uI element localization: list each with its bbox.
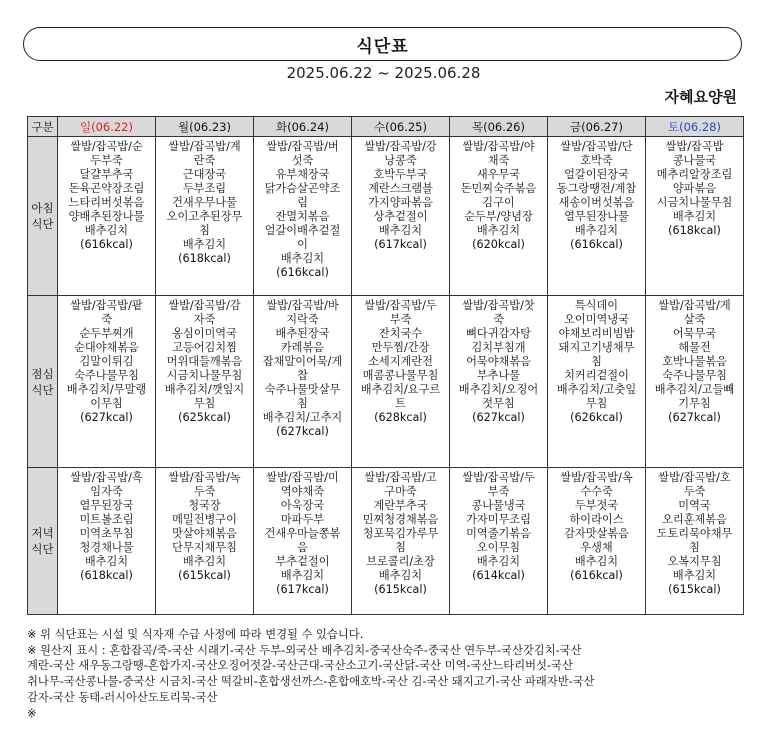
menu-item: 미역국: [678, 499, 711, 512]
menu-item: 쌀밥/잡곡밥/호: [658, 471, 731, 484]
menu-item: (627kcal): [668, 411, 721, 424]
meal-label-line: 아침: [31, 201, 54, 215]
menu-item: 쌀밥/잡곡밥/옥: [560, 471, 633, 484]
menu-item: 메밀전병구이: [172, 513, 237, 526]
menu-item: 브로콜리/초장: [366, 555, 435, 568]
menu-item: 계란부추국: [373, 499, 428, 512]
menu-item: 낭콩죽: [384, 154, 417, 167]
menu-item: 구마죽: [384, 485, 417, 498]
menu-item: 배추김치: [84, 555, 129, 568]
menu-item: (627kcal): [472, 411, 525, 424]
menu-item: 달걀부추국: [79, 168, 134, 181]
menu-item: (627kcal): [80, 411, 133, 424]
menu-item: 특식데이: [574, 299, 619, 312]
menu-item: 카레볶음: [280, 341, 325, 354]
menu-item: 청포묵김가루무: [362, 527, 439, 540]
menu-cell: [646, 468, 744, 615]
menu-item: 미역줄기볶음: [466, 527, 531, 540]
menu-item: 지락죽: [286, 313, 319, 326]
menu-item: 죽: [493, 313, 504, 326]
notes-section: [27, 627, 747, 721]
menu-item: (614kcal): [472, 569, 525, 582]
meal-label-line: 저녁: [31, 526, 54, 540]
menu-item: (618kcal): [668, 224, 721, 237]
menu-item: 상추겉절이: [373, 210, 428, 223]
menu-item: 뼈다귀감자탕: [466, 327, 531, 340]
menu-item: 수수죽: [580, 485, 613, 498]
date-range: 2025.06.22 ~ 2025.06.28: [286, 64, 481, 82]
menu-cell: [156, 296, 254, 468]
menu-item: 배추김치: [672, 569, 717, 582]
menu-item: 새송이버섯볶음: [558, 196, 635, 209]
menu-item: 역야채죽: [280, 485, 325, 498]
menu-item: 시금치나물무침: [166, 369, 243, 382]
menu-item: 두부죽: [90, 154, 123, 167]
menu-item: 두부젓국: [574, 499, 619, 512]
menu-item: 순두부/양념장: [464, 210, 533, 223]
menu-item: 열무된장국: [79, 499, 134, 512]
menu-item: (628kcal): [374, 411, 427, 424]
menu-item: 부죽: [487, 485, 510, 498]
note-line: ※ 위 식단표는 시설 및 식자재 수급 사정에 따라 변경될 수 있습니다.: [27, 628, 364, 641]
menu-item: 쌀밥/잡곡밥: [665, 140, 724, 153]
menu-item: 메추리알장조림: [656, 168, 733, 181]
menu-item: 쌀밥/잡곡밥/팥: [70, 299, 143, 312]
menu-item: 숙주나물무침: [662, 369, 727, 382]
menu-item: 돈육곤약장조림: [68, 182, 145, 195]
menu-item: (620kcal): [472, 238, 525, 251]
menu-item: (616kcal): [80, 238, 133, 251]
menu-item: (618kcal): [178, 252, 231, 265]
day-header-row: [28, 117, 744, 137]
day-header-tuesday: 화(06.24): [254, 117, 352, 137]
menu-item: 콩나물냉국: [471, 499, 526, 512]
menu-item: 순두부찌개: [79, 327, 134, 340]
menu-cell: [548, 468, 646, 615]
menu-item: 해물전: [678, 341, 711, 354]
menu-item: 살죽: [683, 313, 706, 326]
menu-item: (616kcal): [570, 238, 623, 251]
menu-item: 얼갈이된장국: [564, 168, 629, 181]
menu-item: 계란스크램블: [368, 182, 433, 195]
menu-item: 돈민찌숙주볶음: [460, 182, 537, 195]
menu-item: 맛살야채볶음: [172, 527, 237, 540]
menu-item: 호박두부국: [373, 168, 428, 181]
menu-cell: [450, 468, 548, 615]
menu-item: (615kcal): [374, 583, 427, 596]
menu-item: 쌀밥/잡곡밥/흑: [70, 471, 143, 484]
menu-cell: [58, 296, 156, 468]
menu-item: 배추김치/무말랭: [66, 383, 147, 396]
menu-item: 배추김치: [378, 224, 423, 237]
menu-item: (626kcal): [570, 411, 623, 424]
menu-item: 침: [395, 541, 406, 554]
menu-cell: [352, 296, 450, 468]
menu-item: (617kcal): [276, 583, 329, 596]
menu-item: 호박나물볶음: [662, 355, 727, 368]
menu-item: 두죽: [683, 485, 706, 498]
menu-item: 양파볶음: [672, 182, 717, 195]
menu-item: 트: [395, 397, 406, 410]
menu-item: 쌀밥/잡곡밥/단: [560, 140, 633, 153]
menu-item: 배추김치: [574, 224, 619, 237]
menu-item: 배추김치/오징어: [458, 383, 539, 396]
meal-label-line: 점심: [31, 366, 54, 381]
menu-item: 침: [689, 541, 700, 554]
meal-label-line: 식단: [31, 217, 54, 231]
menu-item: 도토리묵야채무: [656, 527, 733, 540]
menu-item: 배추김치: [182, 238, 227, 251]
note-line: 계란-국산 새우동그랑땡-혼합가지-국산오징어젓갈-국산근대-국산소고기-국산닭-국산 미역-국산느타리버섯-국산: [27, 659, 573, 673]
menu-item: 배추김치/깻잎지: [164, 383, 245, 396]
menu-item: 쌀밥/잡곡밥/버: [266, 140, 339, 153]
menu-item: 가지양파볶음: [368, 196, 433, 209]
note-line: 취나무-국산콩나물-중국산 시금치-국산 떡갈비-혼합생선까스-혼합애호박-국산 김-국산 돼지고기-국산 파래자반-국산: [27, 675, 595, 689]
menu-item: 새우무국: [476, 168, 521, 181]
title-banner: [23, 27, 742, 61]
menu-item: 무침: [585, 397, 608, 410]
menu-item: 미역초무침: [79, 527, 134, 540]
menu-item: 닭가슴살곤약조: [264, 182, 341, 195]
menu-item: 어묵야채볶음: [466, 355, 531, 368]
menu-item: 쌀밥/잡곡밥/두: [462, 471, 535, 484]
note-line: ※ 원산지 표시 : 혼합잡곡/죽-국산 시래기-국산 두부-외국산 배추김치-중국산숙주-중국산 연두부-국산갓김치-국산: [27, 643, 582, 657]
menu-item: 배추김치: [574, 555, 619, 568]
note-line: 감자-국산 동태-러시아산도토리묵-국산: [27, 690, 218, 704]
facility-name: 자혜요양원: [664, 88, 737, 106]
menu-item: 양배추된장나물: [68, 210, 145, 223]
menu-item: 김말이튀김: [79, 355, 134, 368]
menu-item: 민찌청경채볶음: [362, 513, 439, 526]
menu-item: 동그랑땡전/계찹: [556, 182, 637, 195]
menu-item: 시금치나물무침: [656, 196, 733, 209]
day-header-sunday: 일(06.22): [58, 117, 156, 137]
menu-item: 배추된장국: [275, 327, 330, 340]
menu-item: 아욱장국: [280, 499, 325, 512]
menu-cell: [548, 296, 646, 468]
menu-item: (615kcal): [178, 569, 231, 582]
menu-item: 오복지무침: [667, 555, 722, 568]
menu-cell: [254, 296, 352, 468]
day-header-thursday: 목(06.26): [450, 117, 548, 137]
menu-item: 가자미무조림: [466, 513, 531, 526]
menu-item: 부추겉절이: [275, 555, 330, 568]
menu-cell: [646, 296, 744, 468]
note-line: ※: [27, 706, 37, 720]
menu-item: 쌀밥/잡곡밥/고: [364, 471, 437, 484]
menu-item: 임자죽: [90, 485, 123, 498]
dinner-label: [28, 468, 58, 615]
menu-cell: [450, 296, 548, 468]
menu-item: 배추김치/고춧잎: [556, 383, 637, 396]
menu-item: (616kcal): [570, 569, 623, 582]
menu-item: 두부조림: [182, 182, 227, 195]
menu-cell: [58, 137, 156, 296]
menu-item: 배추김치: [476, 555, 521, 568]
menu-item: (615kcal): [668, 583, 721, 596]
menu-item: (627kcal): [276, 425, 329, 438]
menu-item: 배추김치: [182, 555, 227, 568]
menu-item: 돼지고기냉채무: [558, 341, 635, 354]
menu-item: 열무된장나물: [564, 210, 629, 223]
menu-item: 배추김치: [672, 210, 717, 223]
menu-item: 란죽: [193, 154, 216, 167]
menu-item: 건새우마늘쫑볶: [264, 527, 341, 540]
menu-item: 얼갈이배추겉절: [264, 224, 341, 237]
menu-item: 매콤콩나물무침: [362, 369, 439, 382]
page-title: 식단표: [356, 36, 409, 57]
menu-item: 청국장: [188, 499, 221, 512]
menu-item: 쌀밥/잡곡밥/순: [70, 140, 143, 153]
menu-item: 두죽: [193, 485, 216, 498]
menu-item: 침: [297, 397, 308, 410]
menu-item: 쌀밥/잡곡밥/감: [168, 299, 241, 312]
menu-item: 오이미역냉국: [564, 313, 629, 326]
menu-item: 건새우무나물: [172, 196, 237, 209]
menu-item: 젓무침: [482, 397, 515, 410]
lunch-label: [28, 296, 58, 468]
menu-item: 호박죽: [580, 154, 613, 167]
menu-item: 잡채말이어묵/게: [262, 355, 343, 368]
menu-item: 부추나물: [476, 369, 521, 382]
menu-cell: [548, 137, 646, 296]
menu-item: 이: [297, 238, 308, 251]
menu-item: 죽: [101, 313, 112, 326]
menu-item: 섯죽: [291, 154, 314, 167]
menu-item: 옹심이미역국: [172, 327, 237, 340]
menu-item: 만두찜/간장: [371, 341, 430, 354]
menu-item: 배추김치/고추지: [262, 411, 343, 424]
menu-item: 숙주나물맛살무: [264, 383, 341, 396]
menu-item: 하이라이스: [569, 513, 624, 526]
menu-cell: [156, 137, 254, 296]
menu-item: 잔치국수: [378, 327, 423, 340]
lunch-row: [28, 296, 744, 468]
menu-item: 순대야채볶음: [74, 341, 139, 354]
dinner-row: [28, 468, 744, 615]
menu-cell: [254, 137, 352, 296]
day-header-wednesday: 수(06.25): [352, 117, 450, 137]
meal-label-line: 식단: [31, 542, 54, 556]
menu-item: 이무침: [90, 397, 123, 410]
menu-item: (617kcal): [374, 238, 427, 251]
menu-item: 기무침: [678, 397, 711, 410]
menu-item: (618kcal): [80, 569, 133, 582]
menu-cell: [254, 468, 352, 615]
menu-item: 잔멸치볶음: [275, 210, 330, 223]
menu-item: 쌀밥/잡곡밥/찻: [462, 299, 535, 312]
menu-item: 쌀밥/잡곡밥/야: [462, 140, 535, 153]
menu-item: 쌀밥/잡곡밥/강: [364, 140, 437, 153]
menu-item: 쌀밥/잡곡밥/게: [658, 299, 731, 312]
day-header-monday: 월(06.23): [156, 117, 254, 137]
menu-item: 고등어김치찜: [172, 341, 237, 354]
menu-item: 침: [199, 224, 210, 237]
menu-item: 자죽: [193, 313, 216, 326]
menu-item: 우생채: [580, 541, 613, 554]
breakfast-label: [28, 137, 58, 296]
menu-item: 근대장국: [182, 168, 227, 181]
menu-item: 부죽: [389, 313, 412, 326]
menu-cell: [352, 468, 450, 615]
menu-cell: [352, 137, 450, 296]
menu-item: 배추김치: [84, 224, 129, 237]
menu-item: 림: [297, 196, 308, 209]
menu-item: 오리훈제볶음: [662, 513, 727, 526]
menu-item: 오이고추된장무: [166, 210, 243, 223]
menu-table: [27, 116, 744, 615]
menu-item: 숙주나물무침: [74, 369, 139, 382]
menu-item: 마파두부: [280, 513, 325, 526]
menu-item: 청경채나물: [79, 541, 134, 554]
day-header-friday: 금(06.27): [548, 117, 646, 137]
menu-item: 무침: [193, 397, 216, 410]
menu-item: (625kcal): [178, 411, 231, 424]
menu-item: 김구이: [482, 196, 515, 209]
menu-item: 쌀밥/잡곡밥/계: [168, 140, 241, 153]
menu-item: 치커리겉절이: [564, 369, 629, 382]
menu-item: (616kcal): [276, 266, 329, 279]
menu-item: 야채보리비빔밥: [558, 327, 635, 340]
menu-cell: [646, 137, 744, 296]
menu-item: 쌀밥/잡곡밥/미: [266, 471, 339, 484]
menu-item: 유부채장국: [275, 168, 330, 181]
day-header-saturday: 토(06.28): [646, 117, 744, 137]
menu-item: 쌀밥/잡곡밥/녹: [168, 471, 241, 484]
menu-item: 단무지채무침: [172, 541, 237, 554]
breakfast-row: [28, 137, 744, 296]
menu-item: 어묵무국: [672, 327, 717, 340]
menu-item: 느타리버섯볶음: [68, 196, 145, 209]
menu-item: 미트볼조림: [79, 513, 134, 526]
menu-item: 배추김치: [378, 569, 423, 582]
menu-cell: [156, 468, 254, 615]
meal-label-line: 식단: [31, 382, 54, 397]
menu-item: 배추김치: [476, 224, 521, 237]
menu-cell: [450, 137, 548, 296]
menu-item: 채죽: [487, 154, 510, 167]
menu-item: 침: [591, 355, 602, 368]
menu-item: 음: [297, 541, 308, 554]
menu-item: 콩나물국: [672, 154, 717, 167]
menu-item: 배추김치/고들빼: [654, 383, 735, 396]
menu-item: 감자맛살볶음: [564, 527, 629, 540]
menu-item: 배추김치: [280, 569, 325, 582]
menu-item: 오이무침: [476, 541, 521, 554]
menu-item: 배추김치: [280, 252, 325, 265]
menu-item: 배추김치/요구르: [360, 383, 441, 396]
menu-item: 소세지계란전: [368, 355, 433, 368]
menu-item: 김치부침개: [471, 341, 526, 354]
menu-item: 머위대들깨볶음: [166, 355, 243, 368]
menu-cell: [58, 468, 156, 615]
menu-item: 쌀밥/잡곡밥/두: [364, 299, 437, 312]
menu-item: 찹: [297, 369, 308, 382]
corner-label: 구분: [28, 117, 58, 137]
menu-item: 쌀밥/잡곡밥/바: [266, 299, 339, 312]
